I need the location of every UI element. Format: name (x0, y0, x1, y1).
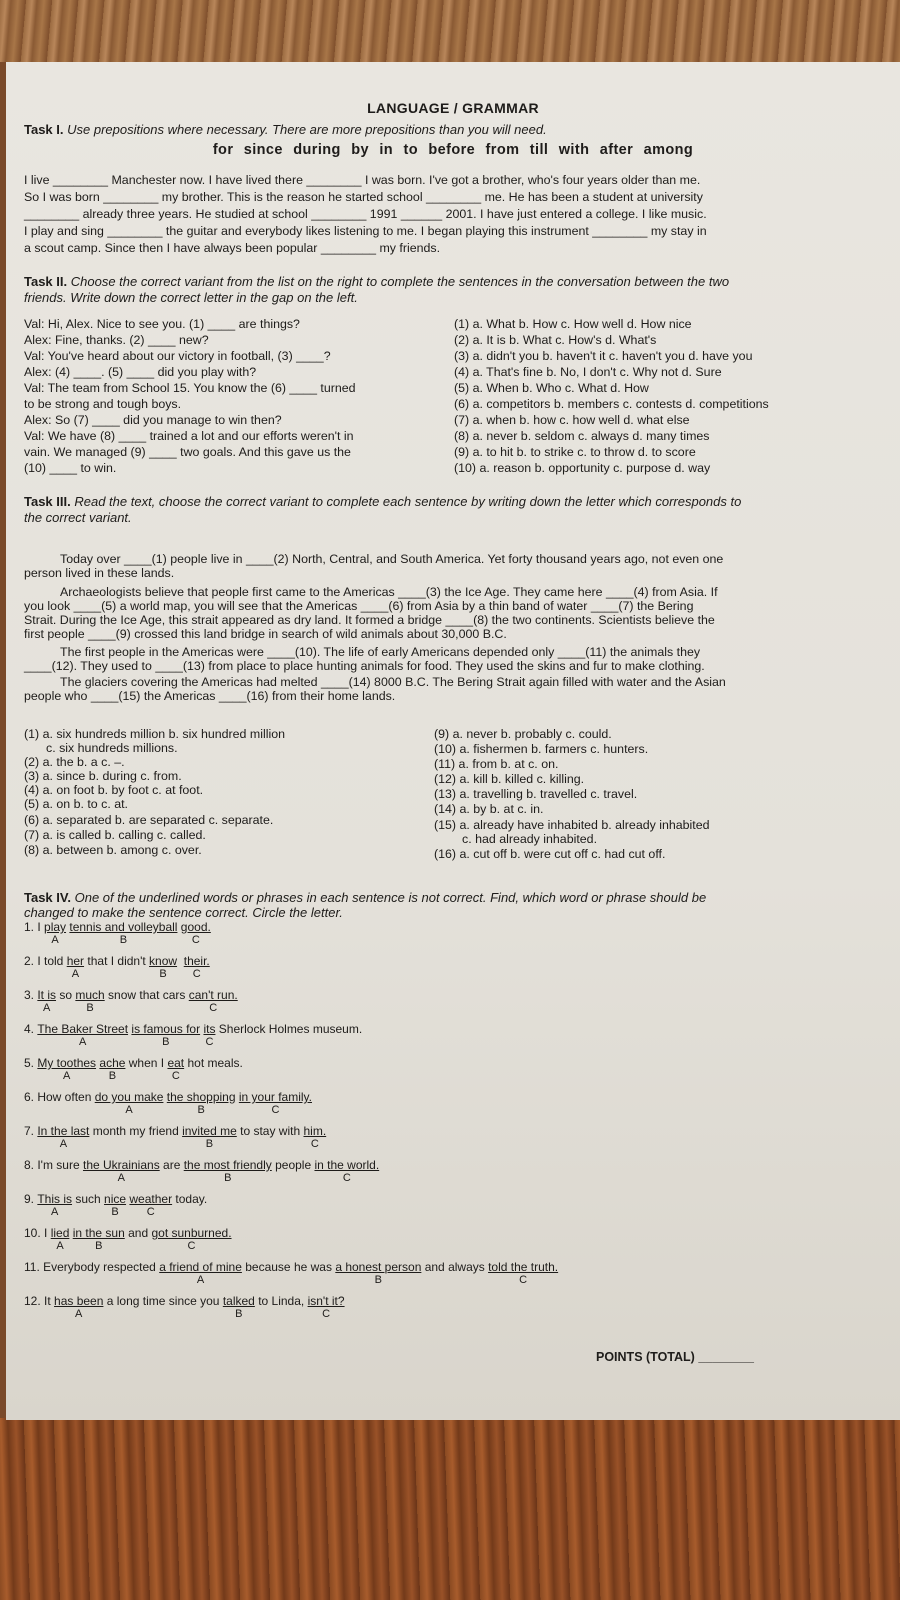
sentence-text (177, 954, 184, 968)
underlined-option-a[interactable] (37, 1192, 73, 1218)
underlined-text: tennis and volleyball (69, 920, 178, 934)
option-letter-b[interactable]: B (119, 934, 128, 946)
option-letter-a[interactable]: A (63, 1070, 71, 1082)
underlined-text: isn't it? (307, 1294, 345, 1308)
option-letter-b[interactable]: B (205, 1138, 214, 1150)
underlined-text: The Baker Street (37, 1022, 129, 1036)
underlined-option-c[interactable] (307, 1294, 345, 1320)
underlined-text: invited me (182, 1124, 237, 1138)
sentence-text: today. (172, 1192, 208, 1206)
task4-instruction (24, 890, 706, 905)
task4-text: One of the underlined words or phrases in each sentence is not correct. Find, which word or phrase should be (74, 890, 707, 905)
task3-option: (15) a. already have inhabited b. already inhabited (434, 818, 710, 832)
task1-line: I live ________ Manchester now. I have lived there ________ I was born. I've got a brother, who's four years older than me. (24, 173, 701, 187)
task1-instruction (24, 122, 547, 137)
option-letter-a[interactable]: A (79, 1036, 87, 1048)
underlined-option-b[interactable] (222, 1294, 255, 1320)
option-letter-c[interactable]: C (191, 934, 200, 946)
task2-instruction (24, 274, 729, 289)
text-line: The first people in the Americas were ____(10). The life of early Americans depended only ____(11) the animals they (60, 645, 701, 659)
underlined-text: weather (129, 1192, 173, 1206)
sentence-text: snow that cars (104, 988, 189, 1002)
task3-option: (5) a. on b. to c. at. (24, 797, 128, 811)
underlined-option-c[interactable] (188, 988, 238, 1014)
option-letter-a[interactable]: A (117, 1172, 126, 1184)
task3-option: (16) a. cut off b. were cut off c. had cut off. (434, 847, 666, 861)
dialogue-line: Val: Hi, Alex. Nice to see you. (1) ____ are things? (24, 317, 300, 331)
worksheet-page (6, 62, 900, 1420)
underlined-text: has been (54, 1294, 104, 1308)
task1-text: Use prepositions where necessary. There are more prepositions than you will need. (67, 122, 547, 137)
wood-background-bottom (0, 1418, 900, 1600)
underlined-text: in your family. (238, 1090, 312, 1104)
option-letter-a[interactable]: A (75, 1308, 83, 1320)
underlined-text: her (66, 954, 85, 968)
underlined-text: lied (50, 1226, 70, 1240)
underlined-text: My toothes (37, 1056, 97, 1070)
underlined-text: is famous for (131, 1022, 201, 1036)
underlined-option-c[interactable] (238, 1090, 312, 1116)
sentence-text: 9. (24, 1192, 38, 1206)
underlined-option-a[interactable] (66, 954, 85, 980)
underlined-text: It is (37, 988, 57, 1002)
underlined-text: the Ukrainians (82, 1158, 160, 1172)
sentence-text: to stay with (236, 1124, 304, 1138)
task3-option: (12) a. kill b. killed c. killing. (434, 772, 585, 786)
text-line: people who ____(15) the Americas ____(16) from their home lands. (24, 689, 396, 703)
text-line: Archaeologists believe that people first came to the Americas ____(3) the Ice Age. They came here ____(4) from Asia. If (60, 585, 718, 599)
underlined-text: do you make (94, 1090, 164, 1104)
option-letter-c[interactable]: C (171, 1070, 180, 1082)
sentence-text: 6. How often (24, 1090, 95, 1104)
task2-instruction-cont (24, 290, 358, 305)
dialogue-option: (6) a. competitors b. members c. contests d. competitions (454, 397, 769, 411)
sentence-text: a long time since you (103, 1294, 223, 1308)
underlined-option-b[interactable] (104, 1192, 127, 1218)
underlined-text: know (149, 954, 178, 968)
underlined-option-b[interactable] (99, 1056, 126, 1082)
underlined-option-a[interactable] (50, 1226, 70, 1252)
sentence-text: such (72, 1192, 105, 1206)
task1-line: I play and sing ________ the guitar and everybody likes listening to me. I began playing this instrument ________ my stay in (24, 224, 707, 238)
underlined-text: him. (303, 1124, 327, 1138)
option-letter-a[interactable]: A (59, 1138, 68, 1150)
task3-option: (9) a. never b. probably c. could. (434, 727, 612, 741)
option-letter-c[interactable]: C (146, 1206, 155, 1218)
dialogue-line: Alex: Fine, thanks. (2) ____ new? (24, 333, 209, 347)
task3-option: (6) a. separated b. are separated c. separate. (24, 813, 274, 827)
dialogue-line: vain. We managed (9) ____ two goals. And this gave us the (24, 445, 351, 459)
dialogue-option: (8) a. never b. seldom c. always d. many times (454, 429, 710, 443)
option-letter-b[interactable]: B (108, 1070, 117, 1082)
underlined-option-c[interactable] (488, 1260, 559, 1286)
option-letter-a[interactable]: A (125, 1104, 133, 1116)
dialogue-option: (4) a. That's fine b. No, I don't c. Why not d. Sure (454, 365, 722, 379)
task4-item (24, 1158, 379, 1188)
sentence-text: 2. I told (24, 954, 67, 968)
underlined-option-a[interactable] (37, 1124, 90, 1150)
prepositions-list: for since during by in to before from till with after among (212, 142, 694, 158)
option-letter-b[interactable]: B (111, 1206, 119, 1218)
underlined-text: in the sun (72, 1226, 125, 1240)
task4-item (24, 988, 238, 1018)
task3-option: c. six hundreds millions. (46, 741, 178, 755)
dialogue-line: Alex: So (7) ____ did you manage to win then? (24, 413, 282, 427)
underlined-text: a honest person (335, 1260, 422, 1274)
sentence-text: and (124, 1226, 152, 1240)
task1-line: ________ already three years. He studied at school ________ 1991 ______ 2001. I have just entered a college. I like music. (24, 207, 707, 221)
dialogue-option: (9) a. to hit b. to strike c. to throw d. to score (454, 445, 696, 459)
underlined-option-a[interactable] (37, 1056, 97, 1082)
sentence-text: people (271, 1158, 315, 1172)
task2-text-2: friends. Write down the correct letter in the gap on the left. (24, 290, 358, 305)
sentence-text: month my friend (89, 1124, 183, 1138)
task3-option: (11) a. from b. at c. on. (434, 757, 559, 771)
sentence-text: 12. It (24, 1294, 55, 1308)
task3-option: (7) a. is called b. calling c. called. (24, 828, 206, 842)
text-line: you look ____(5) a world map, you will see that the Americas ____(6) from Asia by a thin band of water ____(7) the Bering (24, 599, 694, 613)
dialogue-option: (2) a. It is b. What c. How's d. What's (454, 333, 657, 347)
underlined-option-b[interactable] (166, 1090, 236, 1116)
task3-option: (2) a. the b. a c. –. (24, 755, 125, 769)
task4-item (24, 1090, 312, 1120)
underlined-text: can't run. (188, 988, 238, 1002)
option-letter-b[interactable]: B (162, 1036, 170, 1048)
option-letter-c[interactable]: C (271, 1104, 280, 1116)
underlined-text: the shopping (166, 1090, 236, 1104)
option-letter-b[interactable]: B (95, 1240, 103, 1252)
task3-option: (10) a. fishermen b. farmers c. hunters. (434, 742, 649, 756)
task4-item (24, 1260, 558, 1290)
underlined-option-a[interactable] (37, 988, 57, 1014)
option-letter-c[interactable]: C (192, 968, 201, 980)
task3-text: Read the text, choose the correct variant to complete each sentence by writing down the letter which corresponds to (74, 494, 742, 509)
option-letter-b[interactable]: B (197, 1104, 205, 1116)
underlined-option-a[interactable] (37, 1022, 129, 1048)
points-total (596, 1350, 754, 1364)
task4-item (24, 1226, 232, 1256)
sentence-text: 1. I (24, 920, 45, 934)
dialogue-option: (3) a. didn't you b. haven't it c. haven't you d. have you (454, 349, 753, 363)
sentence-text: to Linda, (254, 1294, 308, 1308)
dialogue-option: (7) a. when b. how c. how well d. what else (454, 413, 690, 427)
underlined-option-a[interactable] (54, 1294, 104, 1320)
option-letter-c[interactable]: C (187, 1240, 196, 1252)
underlined-text: eat (167, 1056, 185, 1070)
page-heading: LANGUAGE / GRAMMAR (367, 100, 539, 116)
task2-text: Choose the correct variant from the list on the right to complete the sentences in the conversation between the two (70, 274, 730, 289)
task3-instruction (24, 494, 741, 509)
sentence-text: Sherlock Holmes museum. (215, 1022, 363, 1036)
sentence-text: hot meals. (184, 1056, 243, 1070)
sentence-text: because he was (241, 1260, 336, 1274)
underlined-text: talked (222, 1294, 255, 1308)
underlined-option-b[interactable] (149, 954, 178, 980)
text-line: first people ____(9) crossed this land bridge in search of wild animals about 30,000 B.C. (24, 627, 507, 641)
underlined-option-b[interactable] (335, 1260, 422, 1286)
sentence-text: 8. I'm sure (24, 1158, 83, 1172)
underlined-option-b[interactable] (75, 988, 105, 1014)
underlined-option-c[interactable] (314, 1158, 380, 1184)
task4-item (24, 1022, 362, 1052)
dialogue-line: Val: We have (8) ____ trained a lot and our efforts weren't in (24, 429, 354, 443)
task3-text-2: the correct variant. (24, 510, 132, 525)
task4-item (24, 1124, 326, 1154)
task2-title: Task II. (24, 274, 68, 289)
sentence-text: and always (421, 1260, 489, 1274)
task4-title: Task IV. (24, 890, 71, 905)
underlined-text: the most friendly (183, 1158, 272, 1172)
option-letter-a[interactable]: A (51, 1206, 59, 1218)
task3-option: (13) a. travelling b. travelled c. travel. (434, 787, 638, 801)
points-label: POINTS (TOTAL) (596, 1350, 695, 1364)
task3-option: (3) a. since b. during c. from. (24, 769, 182, 783)
underlined-text: told the truth. (488, 1260, 559, 1274)
task3-option: (14) a. by b. at c. in. (434, 802, 544, 816)
option-letter-c[interactable]: C (342, 1172, 351, 1184)
text-line: ____(12). They used to ____(13) from place to place hunting animals for food. They used the skins and fur to make clothing. (24, 659, 705, 673)
underlined-text: much (75, 988, 105, 1002)
underlined-text: nice (104, 1192, 127, 1206)
task3-instruction-cont (24, 510, 132, 525)
option-letter-a[interactable]: A (43, 1002, 51, 1014)
dialogue-line: Alex: (4) ____. (5) ____ did you play with? (24, 365, 257, 379)
underlined-text: their. (183, 954, 210, 968)
sentence-text: are (159, 1158, 184, 1172)
task3-option: (4) a. on foot b. by foot c. at foot. (24, 783, 204, 797)
option-letter-c[interactable]: C (322, 1308, 331, 1320)
underlined-option-c[interactable] (167, 1056, 185, 1082)
sentence-text: that I didn't (84, 954, 150, 968)
text-line: The glaciers covering the Americas had melted ____(14) 8000 B.C. The Bering Strait again filled with water and the Asian (60, 675, 726, 689)
underlined-text: In the last (37, 1124, 90, 1138)
underlined-option-b[interactable] (131, 1022, 201, 1048)
option-letter-b[interactable]: B (224, 1172, 232, 1184)
underlined-option-b[interactable] (72, 1226, 125, 1252)
task1-line: a scout camp. Since then I have always been popular ________ my friends. (24, 241, 441, 255)
option-letter-a[interactable]: A (56, 1240, 64, 1252)
dialogue-option: (5) a. When b. Who c. What d. How (454, 381, 649, 395)
task3-option: c. had already inhabited. (462, 832, 598, 846)
task1-title: Task I. (24, 122, 64, 137)
sentence-text: so (56, 988, 76, 1002)
underlined-option-c[interactable] (180, 920, 211, 946)
sentence-text: when I (125, 1056, 168, 1070)
dialogue-line: (10) ____ to win. (24, 461, 117, 475)
dialogue-option: (1) a. What b. How c. How well d. How nice (454, 317, 692, 331)
option-letter-b[interactable]: B (374, 1274, 383, 1286)
underlined-option-c[interactable] (151, 1226, 232, 1252)
text-line: person lived in these lands. (24, 566, 175, 580)
sentence-text: 5. (24, 1056, 38, 1070)
task4-item (24, 1294, 345, 1324)
option-letter-c[interactable]: C (310, 1138, 319, 1150)
points-blank: ________ (698, 1350, 754, 1364)
underlined-option-c[interactable] (129, 1192, 173, 1218)
sentence-text: 4. (24, 1022, 38, 1036)
sentence-text: 3. (24, 988, 38, 1002)
underlined-text: This is (37, 1192, 73, 1206)
option-letter-a[interactable]: A (51, 934, 59, 946)
underlined-option-b[interactable] (182, 1124, 237, 1150)
underlined-text: good. (180, 920, 211, 934)
underlined-text: play (44, 920, 67, 934)
task4-item (24, 920, 211, 950)
underlined-option-c[interactable] (203, 1022, 216, 1048)
underlined-option-b[interactable] (69, 920, 178, 946)
task4-item (24, 1056, 243, 1086)
task1-line: So I was born ________ my brother. This is the reason he started school ________ me. He has been a student at university (24, 190, 703, 204)
underlined-option-a[interactable] (82, 1158, 160, 1184)
option-letter-a[interactable]: A (71, 968, 80, 980)
option-letter-c[interactable]: C (205, 1036, 214, 1048)
underlined-option-a[interactable] (44, 920, 67, 946)
underlined-text: in the world. (314, 1158, 380, 1172)
task3-option: (8) a. between b. among c. over. (24, 843, 202, 857)
underlined-option-a[interactable] (94, 1090, 164, 1116)
text-line: Today over ____(1) people live in ____(2) North, Central, and South America. Yet forty thousand years ago, not even one (60, 552, 724, 566)
text-line: Strait. During the Ice Age, this strait appeared as dry land. It formed a bridge ____(8) the two continents. Scientists believe the (24, 613, 715, 627)
option-letter-a[interactable]: A (196, 1274, 205, 1286)
task4-item (24, 1192, 207, 1222)
dialogue-line: Val: You've heard about our victory in football, (3) ____? (24, 349, 331, 363)
underlined-option-c[interactable] (303, 1124, 327, 1150)
underlined-text: a friend of mine (159, 1260, 242, 1274)
sentence-text: 10. I (24, 1226, 51, 1240)
option-letter-b[interactable]: B (86, 1002, 94, 1014)
sentence-text: 7. (24, 1124, 38, 1138)
task3-title: Task III. (24, 494, 71, 509)
underlined-text: got sunburned. (151, 1226, 232, 1240)
wood-background-top (0, 0, 900, 62)
option-letter-c[interactable]: C (209, 1002, 218, 1014)
underlined-text: ache (99, 1056, 126, 1070)
underlined-option-a[interactable] (159, 1260, 242, 1286)
underlined-option-c[interactable] (183, 954, 210, 980)
task4-text-2: changed to make the sentence correct. Circle the letter. (24, 905, 343, 920)
underlined-text: its (203, 1022, 216, 1036)
underlined-option-b[interactable] (183, 1158, 272, 1184)
sentence-text: 11. Everybody respected (24, 1260, 160, 1274)
option-letter-b[interactable]: B (159, 968, 167, 980)
dialogue-line: to be strong and tough boys. (24, 397, 182, 411)
option-letter-c[interactable]: C (519, 1274, 528, 1286)
task4-item (24, 954, 210, 984)
dialogue-option: (10) a. reason b. opportunity c. purpose d. way (454, 461, 711, 475)
dialogue-line: Val: The team from School 15. You know the (6) ____ turned (24, 381, 356, 395)
task4-instruction-cont (24, 905, 343, 920)
task3-option: (1) a. six hundreds million b. six hundred million (24, 727, 286, 741)
option-letter-b[interactable]: B (235, 1308, 243, 1320)
